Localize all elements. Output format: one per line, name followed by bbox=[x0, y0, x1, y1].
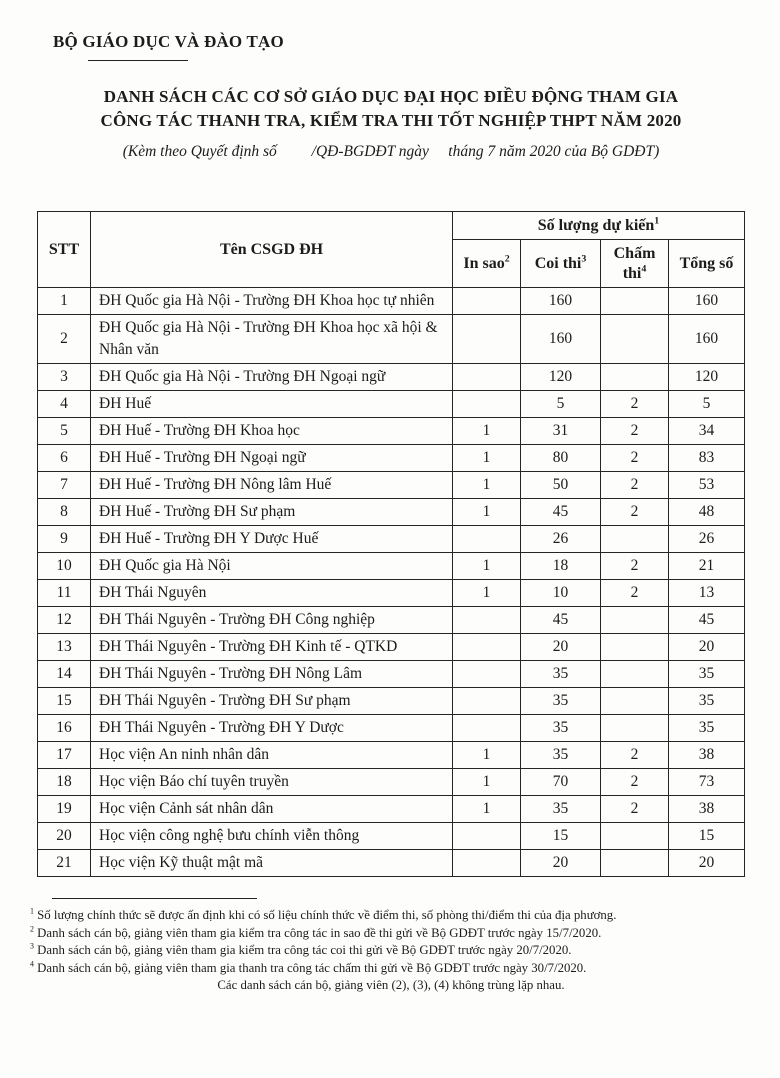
cell-name: ĐH Huế - Trường ĐH Khoa học bbox=[91, 418, 453, 445]
cell-in-sao: 1 bbox=[453, 472, 521, 499]
cell-tong-so: 73 bbox=[669, 769, 745, 796]
table-row bbox=[38, 418, 745, 445]
table-row bbox=[38, 364, 745, 391]
cell-in-sao bbox=[453, 823, 521, 850]
cell-tong-so: 26 bbox=[669, 526, 745, 553]
cell-tong-so: 15 bbox=[669, 823, 745, 850]
cell-tong-so: 38 bbox=[669, 742, 745, 769]
footnote-text: Danh sách cán bộ, giảng viên tham gia kiểm tra công tác in sao đề thi gửi về Bộ GDĐT trước ngày 15/7/2020. bbox=[37, 925, 602, 940]
cell-coi-thi: 15 bbox=[521, 823, 601, 850]
cell-name: ĐH Thái Nguyên - Trường ĐH Kinh tế - QTKD bbox=[91, 634, 453, 661]
table-row bbox=[38, 526, 745, 553]
cell-stt: 4 bbox=[38, 391, 91, 418]
allocation-table bbox=[37, 211, 745, 877]
cell-cham-thi bbox=[601, 288, 669, 315]
cell-name: ĐH Huế - Trường ĐH Sư phạm bbox=[91, 499, 453, 526]
cell-cham-thi: 2 bbox=[601, 445, 669, 472]
header-coi-thi bbox=[521, 240, 601, 288]
cell-name: ĐH Thái Nguyên bbox=[91, 580, 453, 607]
table-row bbox=[38, 607, 745, 634]
cell-tong-so: 34 bbox=[669, 418, 745, 445]
cell-cham-thi: 2 bbox=[601, 796, 669, 823]
footnote-text: Danh sách cán bộ, giảng viên tham gia thanh tra công tác chấm thi gửi về Bộ GDĐT trước ngày 30/7/2020. bbox=[37, 960, 587, 975]
cell-name: Học viện Kỹ thuật mật mã bbox=[91, 850, 453, 877]
cell-in-sao bbox=[453, 526, 521, 553]
cell-stt: 3 bbox=[38, 364, 91, 391]
cell-tong-so: 5 bbox=[669, 391, 745, 418]
cell-tong-so: 83 bbox=[669, 445, 745, 472]
cell-name: ĐH Quốc gia Hà Nội - Trường ĐH Khoa học tự nhiên bbox=[91, 288, 453, 315]
header-cham-thi-footnote-ref: 4 bbox=[641, 263, 647, 275]
cell-name: ĐH Quốc gia Hà Nội bbox=[91, 553, 453, 580]
cell-stt: 21 bbox=[38, 850, 91, 877]
table-row bbox=[38, 823, 745, 850]
cell-in-sao: 1 bbox=[453, 445, 521, 472]
cell-stt: 20 bbox=[38, 823, 91, 850]
cell-cham-thi bbox=[601, 526, 669, 553]
table-row bbox=[38, 742, 745, 769]
ministry-name: BỘ GIÁO DỤC VÀ ĐÀO TẠO bbox=[53, 32, 284, 51]
table-row bbox=[38, 850, 745, 877]
header-in-sao-footnote-ref: 2 bbox=[504, 253, 510, 265]
footnote-separator-rule bbox=[52, 898, 257, 899]
cell-name: ĐH Huế - Trường ĐH Nông lâm Huế bbox=[91, 472, 453, 499]
cell-in-sao bbox=[453, 288, 521, 315]
cell-cham-thi: 2 bbox=[601, 418, 669, 445]
cell-coi-thi: 120 bbox=[521, 364, 601, 391]
document-title bbox=[37, 85, 745, 133]
cell-coi-thi: 70 bbox=[521, 769, 601, 796]
cell-in-sao: 1 bbox=[453, 418, 521, 445]
header-group-footnote-ref: 1 bbox=[654, 215, 660, 227]
cell-name: Học viện Báo chí tuyên truyền bbox=[91, 769, 453, 796]
footnote-marker: 3 bbox=[30, 941, 34, 951]
cell-stt: 8 bbox=[38, 499, 91, 526]
cell-stt: 19 bbox=[38, 796, 91, 823]
cell-coi-thi: 31 bbox=[521, 418, 601, 445]
cell-stt: 2 bbox=[38, 315, 91, 364]
cell-stt: 1 bbox=[38, 288, 91, 315]
cell-stt: 10 bbox=[38, 553, 91, 580]
cell-stt: 14 bbox=[38, 661, 91, 688]
cell-name: ĐH Quốc gia Hà Nội - Trường ĐH Ngoại ngữ bbox=[91, 364, 453, 391]
header-cham-thi-label: Chấm thi bbox=[613, 244, 656, 282]
header-tong-so: Tổng số bbox=[669, 240, 745, 288]
footnote bbox=[30, 960, 745, 978]
cell-in-sao bbox=[453, 688, 521, 715]
table-row bbox=[38, 472, 745, 499]
footnote-marker: 1 bbox=[30, 906, 34, 916]
cell-coi-thi: 35 bbox=[521, 796, 601, 823]
cell-cham-thi: 2 bbox=[601, 391, 669, 418]
cell-name: Học viện công nghệ bưu chính viễn thông bbox=[91, 823, 453, 850]
cell-name: Học viện Cảnh sát nhân dân bbox=[91, 796, 453, 823]
cell-stt: 5 bbox=[38, 418, 91, 445]
cell-coi-thi: 160 bbox=[521, 288, 601, 315]
cell-stt: 12 bbox=[38, 607, 91, 634]
header-cham-thi bbox=[601, 240, 669, 288]
ministry-underline bbox=[88, 60, 188, 61]
cell-stt: 18 bbox=[38, 769, 91, 796]
table-row bbox=[38, 391, 745, 418]
cell-in-sao: 1 bbox=[453, 796, 521, 823]
cell-coi-thi: 26 bbox=[521, 526, 601, 553]
cell-tong-so: 35 bbox=[669, 715, 745, 742]
cell-coi-thi: 20 bbox=[521, 634, 601, 661]
cell-stt: 13 bbox=[38, 634, 91, 661]
cell-name: Học viện An ninh nhân dân bbox=[91, 742, 453, 769]
cell-in-sao bbox=[453, 715, 521, 742]
cell-name: ĐH Thái Nguyên - Trường ĐH Sư phạm bbox=[91, 688, 453, 715]
cell-in-sao: 1 bbox=[453, 769, 521, 796]
cell-name: ĐH Huế - Trường ĐH Ngoại ngữ bbox=[91, 445, 453, 472]
cell-stt: 17 bbox=[38, 742, 91, 769]
cell-coi-thi: 50 bbox=[521, 472, 601, 499]
cell-stt: 9 bbox=[38, 526, 91, 553]
cell-tong-so: 21 bbox=[669, 553, 745, 580]
cell-cham-thi bbox=[601, 823, 669, 850]
table-row bbox=[38, 715, 745, 742]
cell-tong-so: 38 bbox=[669, 796, 745, 823]
cell-cham-thi bbox=[601, 634, 669, 661]
footnote bbox=[30, 942, 745, 960]
cell-cham-thi: 2 bbox=[601, 472, 669, 499]
header-in-sao-label: In sao bbox=[463, 254, 505, 272]
table-row bbox=[38, 688, 745, 715]
cell-coi-thi: 18 bbox=[521, 553, 601, 580]
cell-cham-thi: 2 bbox=[601, 499, 669, 526]
footnote-closing-note: Các danh sách cán bộ, giảng viên (2), (3), (4) không trùng lặp nhau. bbox=[217, 978, 565, 992]
cell-in-sao bbox=[453, 364, 521, 391]
table-row bbox=[38, 769, 745, 796]
table-row bbox=[38, 580, 745, 607]
cell-cham-thi: 2 bbox=[601, 769, 669, 796]
cell-cham-thi bbox=[601, 850, 669, 877]
table-body bbox=[38, 288, 745, 877]
cell-in-sao: 1 bbox=[453, 580, 521, 607]
cell-stt: 11 bbox=[38, 580, 91, 607]
cell-in-sao bbox=[453, 850, 521, 877]
cell-in-sao: 1 bbox=[453, 499, 521, 526]
cell-tong-so: 35 bbox=[669, 661, 745, 688]
cell-tong-so: 160 bbox=[669, 288, 745, 315]
cell-cham-thi bbox=[601, 688, 669, 715]
header-coi-thi-label: Coi thi bbox=[534, 254, 582, 272]
cell-name: ĐH Quốc gia Hà Nội - Trường ĐH Khoa học xã hội & Nhân văn bbox=[91, 315, 453, 364]
cell-in-sao: 1 bbox=[453, 742, 521, 769]
cell-cham-thi bbox=[601, 715, 669, 742]
footnote-marker: 2 bbox=[30, 924, 34, 934]
cell-stt: 6 bbox=[38, 445, 91, 472]
table-row bbox=[38, 288, 745, 315]
footnotes-list bbox=[30, 907, 745, 977]
table-row bbox=[38, 445, 745, 472]
header-stt: STT bbox=[38, 212, 91, 288]
cell-tong-so: 48 bbox=[669, 499, 745, 526]
cell-stt: 7 bbox=[38, 472, 91, 499]
cell-tong-so: 13 bbox=[669, 580, 745, 607]
cell-coi-thi: 5 bbox=[521, 391, 601, 418]
cell-tong-so: 45 bbox=[669, 607, 745, 634]
cell-tong-so: 53 bbox=[669, 472, 745, 499]
title-line-1: DANH SÁCH CÁC CƠ SỞ GIÁO DỤC ĐẠI HỌC ĐIỀU ĐỘNG THAM GIA bbox=[103, 87, 679, 106]
cell-cham-thi: 2 bbox=[601, 553, 669, 580]
table-row bbox=[38, 661, 745, 688]
table-row bbox=[38, 634, 745, 661]
cell-name: ĐH Thái Nguyên - Trường ĐH Công nghiệp bbox=[91, 607, 453, 634]
header-coi-thi-footnote-ref: 3 bbox=[581, 253, 587, 265]
cell-in-sao bbox=[453, 315, 521, 364]
table-row bbox=[38, 796, 745, 823]
cell-in-sao bbox=[453, 607, 521, 634]
cell-cham-thi bbox=[601, 607, 669, 634]
footnote-text: Số lượng chính thức sẽ được ấn định khi có số liệu chính thức về điểm thi, số phòng thi/điểm thi của địa phương. bbox=[37, 908, 617, 922]
cell-cham-thi bbox=[601, 315, 669, 364]
cell-cham-thi bbox=[601, 364, 669, 391]
document-subtitle: (Kèm theo Quyết định số /QĐ-BGDĐT ngày tháng 7 năm 2020 của Bộ GDĐT) bbox=[122, 143, 660, 160]
cell-cham-thi bbox=[601, 661, 669, 688]
cell-in-sao bbox=[453, 634, 521, 661]
table-row bbox=[38, 553, 745, 580]
footnote bbox=[30, 925, 745, 943]
cell-coi-thi: 80 bbox=[521, 445, 601, 472]
cell-tong-so: 160 bbox=[669, 315, 745, 364]
cell-name: ĐH Huế - Trường ĐH Y Dược Huế bbox=[91, 526, 453, 553]
cell-name: ĐH Thái Nguyên - Trường ĐH Nông Lâm bbox=[91, 661, 453, 688]
cell-coi-thi: 20 bbox=[521, 850, 601, 877]
cell-in-sao: 1 bbox=[453, 553, 521, 580]
cell-coi-thi: 160 bbox=[521, 315, 601, 364]
cell-coi-thi: 45 bbox=[521, 607, 601, 634]
cell-cham-thi: 2 bbox=[601, 580, 669, 607]
table-row bbox=[38, 315, 745, 364]
cell-name: ĐH Huế bbox=[91, 391, 453, 418]
header-group-label: Số lượng dự kiến bbox=[537, 216, 655, 234]
cell-cham-thi: 2 bbox=[601, 742, 669, 769]
cell-tong-so: 20 bbox=[669, 634, 745, 661]
cell-coi-thi: 10 bbox=[521, 580, 601, 607]
cell-tong-so: 20 bbox=[669, 850, 745, 877]
footnote bbox=[30, 907, 745, 925]
header-group-expected-count bbox=[453, 212, 745, 240]
cell-in-sao bbox=[453, 391, 521, 418]
cell-coi-thi: 45 bbox=[521, 499, 601, 526]
cell-stt: 16 bbox=[38, 715, 91, 742]
header-name: Tên CSGD ĐH bbox=[91, 212, 453, 288]
footnote-marker: 4 bbox=[30, 959, 34, 969]
cell-coi-thi: 35 bbox=[521, 661, 601, 688]
cell-coi-thi: 35 bbox=[521, 742, 601, 769]
cell-tong-so: 35 bbox=[669, 688, 745, 715]
cell-coi-thi: 35 bbox=[521, 688, 601, 715]
footnote-text: Danh sách cán bộ, giảng viên tham gia kiểm tra công tác coi thi gửi về Bộ GDĐT trước ngày 20/7/2020. bbox=[37, 943, 572, 957]
cell-in-sao bbox=[453, 661, 521, 688]
cell-coi-thi: 35 bbox=[521, 715, 601, 742]
header-in-sao bbox=[453, 240, 521, 288]
table-row bbox=[38, 499, 745, 526]
table-header bbox=[38, 212, 745, 288]
title-line-2: CÔNG TÁC THANH TRA, KIỂM TRA THI TỐT NGHIỆP THPT NĂM 2020 bbox=[100, 111, 682, 130]
cell-name: ĐH Thái Nguyên - Trường ĐH Y Dược bbox=[91, 715, 453, 742]
cell-stt: 15 bbox=[38, 688, 91, 715]
cell-tong-so: 120 bbox=[669, 364, 745, 391]
